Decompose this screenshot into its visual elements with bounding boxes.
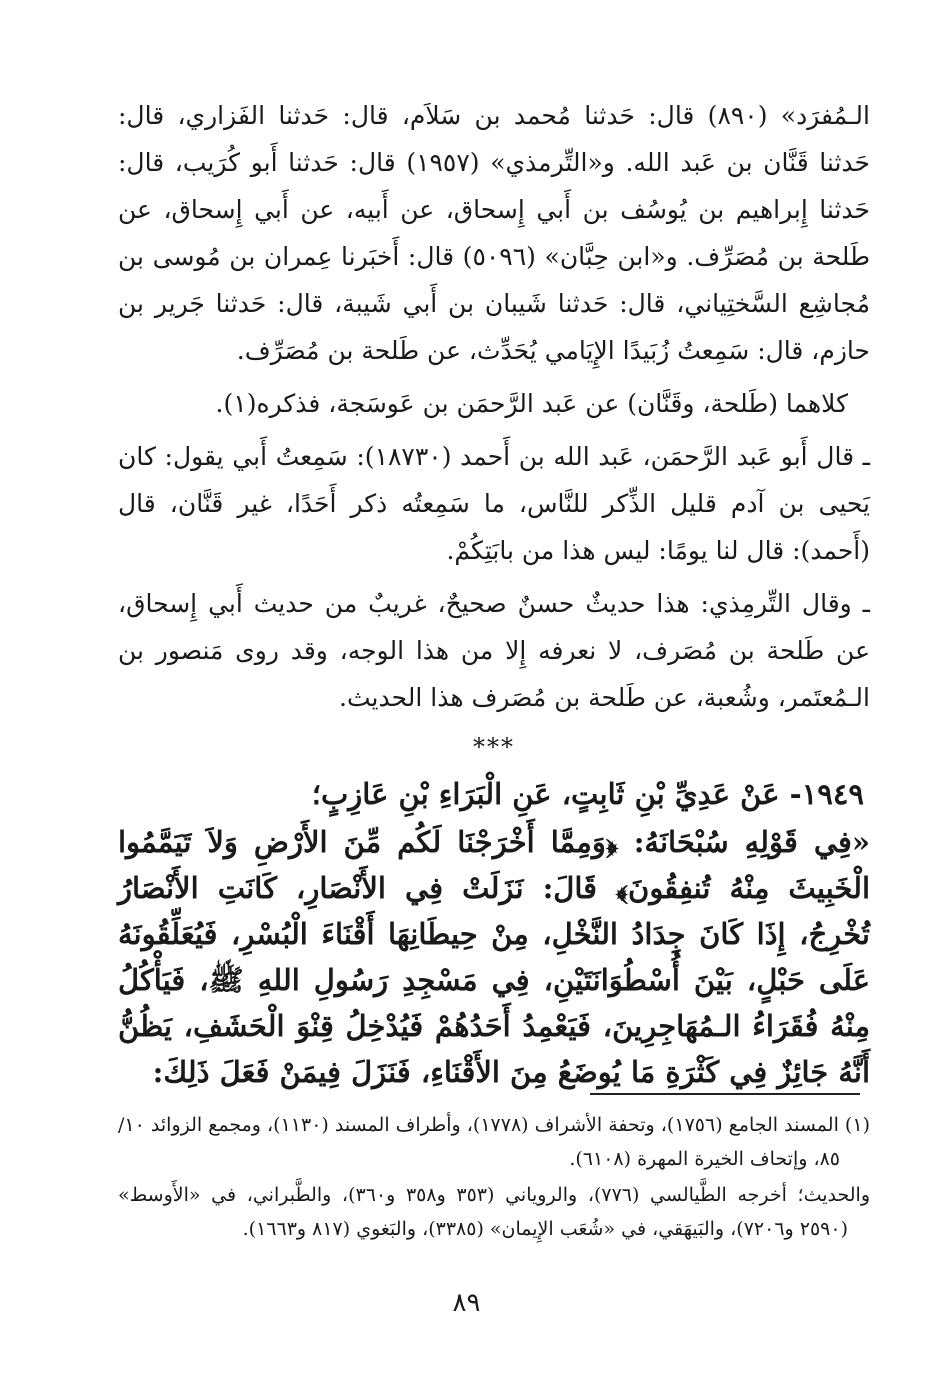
footnotes [118, 1108, 870, 1246]
conclusion-paragraph: كلاهما (طَلحة، وقَنَّان) عن عَبد الرَّحمَن بن عَوسَجة، فذكره(١). [215, 389, 848, 418]
commentary-paragraph-ahmad: ـ قال أَبو عَبد الرَّحمَن، عَبد الله بن أَحمد (١٨٧٣٠): سَمِعتُ أَبي يقول: كان يَحيى بن آدم قليل الذِّكر للنَّاس، ما سَمِعتُه ذكر أَحَدًا، غير قَنَّان، قال (أَحمد): قال لنا يومًا: ليس هذا من بابَتِكُمْ. [118, 442, 871, 565]
hadith-heading: ١٩٤٩- عَنْ عَدِيِّ بْنِ ثَابِتٍ، عَنِ الْبَرَاءِ بْنِ عَازِبٍ؛ [311, 777, 864, 811]
main-text [118, 92, 870, 1095]
takhrij-paragraph: الـمُفرَد» (٨٩٠) قال: حَدثنا مُحمد بن سَلاَم، قال: حَدثنا الفَزاري، قال: حَدثنا قَنَّان بن عَبد الله. و«التِّرمذي» (١٩٥٧) قال: حَدثنا أَبو كُرَيب، قال: حَدثنا إِبراهيم بن يُوسُف بن أَبي إِسحاق، عن أَبيه، عن أَبي إِسحاق، عن طَلحة بن مُصَرِّف. و«ابن حِبَّان» (٥٠٩٦) قال: أَخبَرنا عِمران بن مُوسى بن مُجاشِع السَّختِياني، قال: حَدثنا شَيبان بن أَبي شَيبة، قال: حَدثنا جَرير بن حازم، قال: سَمِعتُ زُبَيدًا الإِيَامي يُحَدِّث، عن طَلحة بن مُصَرِّف. [118, 101, 870, 365]
commentary-paragraph-tirmidhi: ـ وقال التِّرمِذي: هذا حديثٌ حسنٌ صحيحٌ، غريبٌ من حديث أَبي إِسحاق، عن طَلحة بن مُصَرف، لا نعرفه إِلا من هذا الوجه، وقد روى مَنصور بن الـمُعتَمر، وشُعبة، عن طَلحة بن مُصَرف هذا الحديث. [118, 589, 870, 712]
section-separator: *** [473, 733, 515, 761]
footnote-1-continued: والحديث؛ أخرجه الطَّيالسي (٧٧٦)، والروياني (٣٥٣ و٣٥٨ و٣٦٠)، والطَّبراني، في «الأَوسط» (٢٥٩٠ و٧٢٠٦)، والبَيهَقي، في «شُعَب الإِيمان» (٣٣٨٥)، والبَغوي (٨١٧ و١٦٦٣). [118, 1184, 871, 1240]
footnote-1: (١) المسند الجامع (١٧٥٦)، وتحفة الأشراف (١٧٧٨)، وأطراف المسند (١١٣٠)، ومجمع الزوائد ١٠/ ٨٥، وإتحاف الخيرة المهرة (٦١٠٨). [118, 1114, 870, 1170]
hadith-text: «فِي قَوْلِهِ سُبْحَانَهُ: ﴿وَمِمَّا أَخْرَجْنَا لَكُم مِّنَ الأَرْضِ وَلاَ تَيَمَّمُوا الْخَبِيثَ مِنْهُ تُنفِقُونَ﴾ قَالَ: نَزَلَتْ فِي الأَنْصَارِ، كَانَتِ الأَنْصَارُ تُخْرِجُ، إِذَا كَانَ جِدَادُ النَّخْلِ، مِنْ حِيطَانِهَا أَقْنَاءَ الْبُسْرِ، فَيُعَلِّقُونَهُ عَلَى حَبْلٍ، بَيْنَ أُسْطُوَانَتَيْنِ، فِي مَسْجِدِ رَسُولِ اللهِ ﷺ، فَيَأْكُلُ مِنْهُ فُقَرَاءُ الـمُهَاجِرِينَ، فَيَعْمِدُ أَحَدُهُمْ فَيُدْخِلُ قِنْوَ الْحَشَفِ، يَظُنُّ أَنَّهُ جَائِزٌ فِي كَثْرَةِ مَا يُوضَعُ مِنَ الأَقْنَاءِ، فَنَزَلَ فِيمَنْ فَعَلَ ذَلِكَ: [118, 825, 870, 1089]
footnote-divider [590, 1093, 860, 1095]
page-number: ٨٩ [452, 1288, 481, 1318]
